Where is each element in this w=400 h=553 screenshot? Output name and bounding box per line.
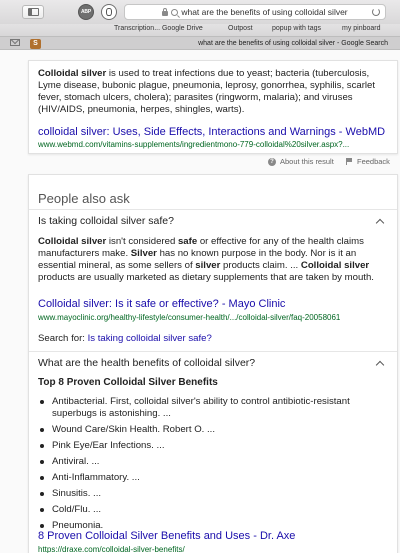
reload-icon[interactable] (372, 8, 380, 16)
bookmarks-bar (0, 24, 400, 36)
paa-answer-1 (38, 236, 386, 284)
answer-bold: silver (195, 260, 221, 271)
chevron-up-icon[interactable] (376, 361, 384, 369)
chevron-up-icon[interactable] (376, 219, 384, 227)
answer-text: isn't considered (106, 236, 178, 247)
address-bar[interactable] (124, 4, 386, 20)
list-item: Antibacterial. First, colloidal silver's ability to control antibiotic-resistant superbugs is astonishing. ... (38, 396, 383, 420)
search-results-page (0, 50, 400, 553)
search-for-link[interactable]: Is taking colloidal silver safe? (87, 333, 212, 344)
lock-icon (162, 11, 168, 16)
bookmark-popup-with-tags[interactable]: popup with tags (272, 25, 322, 32)
adblock-icon: ABP (81, 9, 91, 15)
search-icon (171, 9, 178, 16)
answer-text: has no known purpose in the body. Nor is it an essential mineral, as some sellers of (38, 248, 357, 271)
paa-answer-1-url: www.mayoclinic.org/healthy-lifestyle/consumer-health/.../colloidal-silver/faq-20058061 (38, 313, 341, 322)
paa-answer-1-link[interactable]: Colloidal silver: Is it safe or effective? - Mayo Clinic (38, 298, 286, 310)
list-item: Wound Care/Skin Health. Robert O. ... (38, 424, 383, 436)
about-label: About this result (280, 157, 334, 166)
feedback-link[interactable] (346, 157, 390, 166)
bookmark-my-pinboard[interactable]: my pinboard (342, 25, 381, 32)
list-item: Antiviral. ... (38, 456, 383, 468)
list-item: Pink Eye/Ear Infections. ... (38, 440, 383, 452)
answer-bold: safe (177, 236, 198, 247)
benefits-list-title: Top 8 Proven Colloidal Silver Benefits (38, 377, 218, 388)
answer-text: or effective for any of the health claims manufacturers make. (38, 236, 364, 259)
snippet-rest: is used to treat infections due to yeast; bacteria (tuberculosis, Lyme disease, bubonic plague, pneumonia, leprosy, gonorrhea, syphilis, scarlet fever, stomach ulcers, cholera); parasites (ringworm, malaria); and viruses (HIV/AIDS, pneumonia, herpes, shingles, warts). (38, 68, 376, 115)
list-item: Pneumonia. (38, 520, 383, 532)
answer-text: products are usually marketed as dietary supplements that are taken by mouth. (38, 272, 374, 283)
snippet-feedback-row (28, 155, 398, 169)
extension-button[interactable] (101, 4, 117, 20)
paa-question-2-label[interactable]: What are the health benefits of colloidal silver? (38, 357, 256, 369)
paa-question-1 (29, 209, 397, 322)
snippet-result-link[interactable]: colloidal silver: Uses, Side Effects, Interactions and Warnings - WebMD (38, 126, 386, 138)
list-item: Anti-Inflammatory. ... (38, 472, 383, 484)
paa-question-2 (29, 351, 397, 553)
browser-toolbar (0, 0, 400, 24)
flag-icon (346, 158, 352, 165)
answer-bold: Colloidal silver (300, 260, 370, 271)
answer-text: products claim. ... (220, 260, 301, 271)
paa-question-1-label[interactable]: Is taking colloidal silver safe? (38, 215, 174, 227)
paa-answer-2-link[interactable]: 8 Proven Colloidal Silver Benefits and Uses - Dr. Axe (38, 530, 296, 542)
list-item: Sinusitis. ... (38, 488, 383, 500)
search-for-row (38, 333, 212, 344)
tab-active[interactable]: what are the benefits of using colloidal silver - Google Search (198, 40, 388, 47)
snippet-lead: Colloidal silver (38, 68, 107, 79)
answer-bold: Silver (130, 248, 157, 259)
people-also-ask (28, 174, 398, 553)
benefits-list (38, 396, 383, 536)
snippet-result-url: www.webmd.com/vitamins-supplements/ingredientmono-779-colloidal%20silver.aspx?... (38, 140, 350, 149)
sidebar-icon (28, 8, 39, 16)
question-mark-icon: ? (268, 158, 276, 166)
paa-heading: People also ask (38, 191, 130, 206)
mail-icon[interactable] (10, 39, 20, 46)
tab-bar (0, 36, 400, 50)
sidebar-toggle-button[interactable] (22, 5, 44, 19)
feedback-label: Feedback (357, 157, 390, 166)
adblock-extension-button[interactable] (78, 4, 94, 20)
bookmark-outpost[interactable]: Outpost (228, 25, 253, 32)
pinned-tab-s[interactable]: S (30, 39, 41, 49)
bookmark-transcription[interactable]: Transcription... Google Drive (114, 25, 203, 32)
answer-bold: Colloidal silver (38, 236, 107, 247)
address-text: what are the benefits of using colloidal silver (181, 7, 348, 17)
paa-answer-2-url: https://draxe.com/colloidal-silver-benefits/ (38, 545, 185, 553)
snippet-text (38, 68, 389, 116)
list-item: Cold/Flu. ... (38, 504, 383, 516)
search-for-label: Search for: (38, 333, 88, 344)
about-this-result[interactable] (268, 157, 334, 166)
featured-snippet (28, 60, 398, 154)
